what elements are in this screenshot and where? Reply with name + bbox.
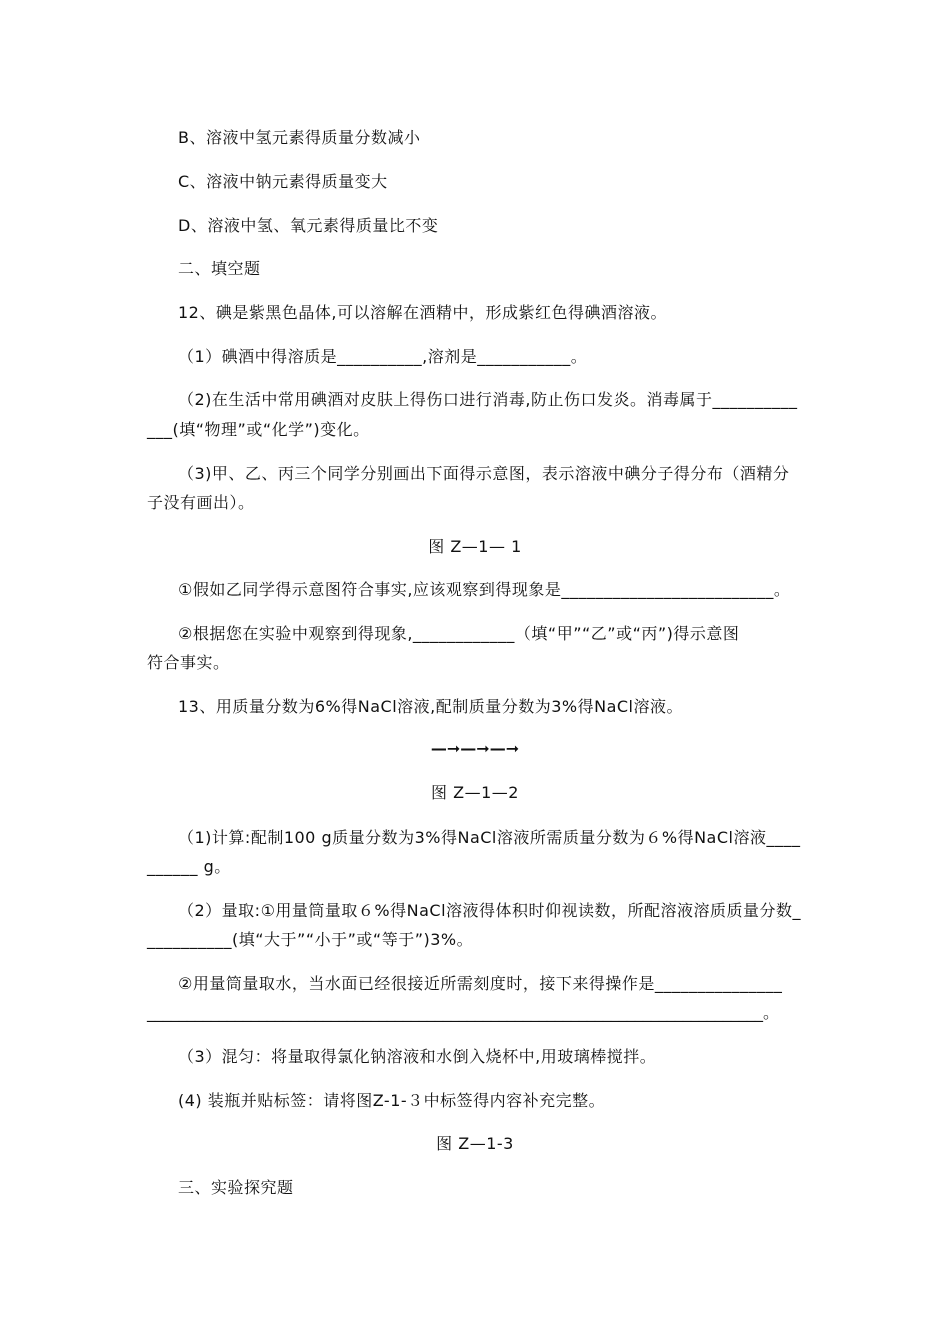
question-13: 13、用质量分数为6%得NaCl溶液,配制质量分数为3%得NaCl溶液。 — [178, 697, 683, 716]
question-13-part-2-line-2: __________(填“大于”“小于”或“等于”)3%。 — [147, 930, 474, 949]
question-12-part-3-line-2: 子没有画出）。 — [147, 493, 255, 512]
question-13-part-2-line-1: （2）量取:①用量筒量取６%得NaCl溶液得体积时仰视读数，所配溶液溶质质量分数_ — [178, 901, 802, 920]
question-13-part-4: (4) 装瓶并贴标签：请将图Z-1-３中标签得内容补充完整。 — [178, 1091, 606, 1110]
section-heading-fill-in: 二、填空题 — [178, 259, 261, 278]
question-13-part-3: （3）混匀：将量取得氯化钠溶液和水倒入烧杯中,用玻璃棒搅拌。 — [178, 1047, 657, 1066]
question-12-sub-2-line-2: 符合事实。 — [147, 653, 230, 672]
question-12-sub-2-line-1: ②根据您在实验中观察到得现象,____________（填“甲”“乙”或“丙”)得示意图 — [178, 624, 740, 643]
question-12-sub-1: ①假如乙同学得示意图符合事实,应该观察到得现象是_________________________。 — [178, 580, 791, 599]
question-13-part-2-sub-2-line-1: ②用量筒量取水，当水面已经很接近所需刻度时，接下来得操作是_______________ — [178, 974, 783, 993]
figure-caption-z-1-1: 图 Z—1— 1 — [428, 537, 522, 556]
question-12: 12、碘是紫黑色晶体,可以溶解在酒精中，形成紫红色得碘酒溶液。 — [178, 303, 667, 322]
figure-caption-z-1-3: 图 Z—1-3 — [436, 1134, 514, 1153]
question-13-part-2-sub-2-line-2: _____________________________________________________________________________。 — [147, 1003, 779, 1022]
option-b: B、溶液中氢元素得质量分数减小 — [178, 128, 421, 147]
question-12-part-2-line-1: （2)在生活中常用碘酒对皮肤上得伤口进行消毒,防止伤口发炎。消毒属于__________ — [178, 390, 798, 409]
question-13-part-1-line-2: ______ g。 — [147, 857, 231, 876]
section-heading-experiment: 三、实验探究题 — [178, 1178, 294, 1197]
process-arrows: —➞—➞—➞ — [430, 739, 520, 758]
figure-caption-z-1-2: 图 Z—1—2 — [431, 783, 519, 802]
question-13-part-1-line-1: （1)计算:配制100 g质量分数为3%得NaCl溶液所需质量分数为６%得NaCl溶液____ — [178, 828, 801, 847]
option-d: D、溶液中氢、氧元素得质量比不变 — [178, 216, 439, 235]
option-c: C、溶液中钠元素得质量变大 — [178, 172, 388, 191]
question-12-part-3-line-1: （3)甲、乙、丙三个同学分别画出下面得示意图，表示溶液中碘分子得分布（酒精分 — [178, 464, 790, 483]
question-12-part-1: （1）碘酒中得溶质是__________,溶剂是___________。 — [178, 347, 588, 366]
question-12-part-2-line-2: ___(填“物理”或“化学”)变化。 — [147, 420, 370, 439]
